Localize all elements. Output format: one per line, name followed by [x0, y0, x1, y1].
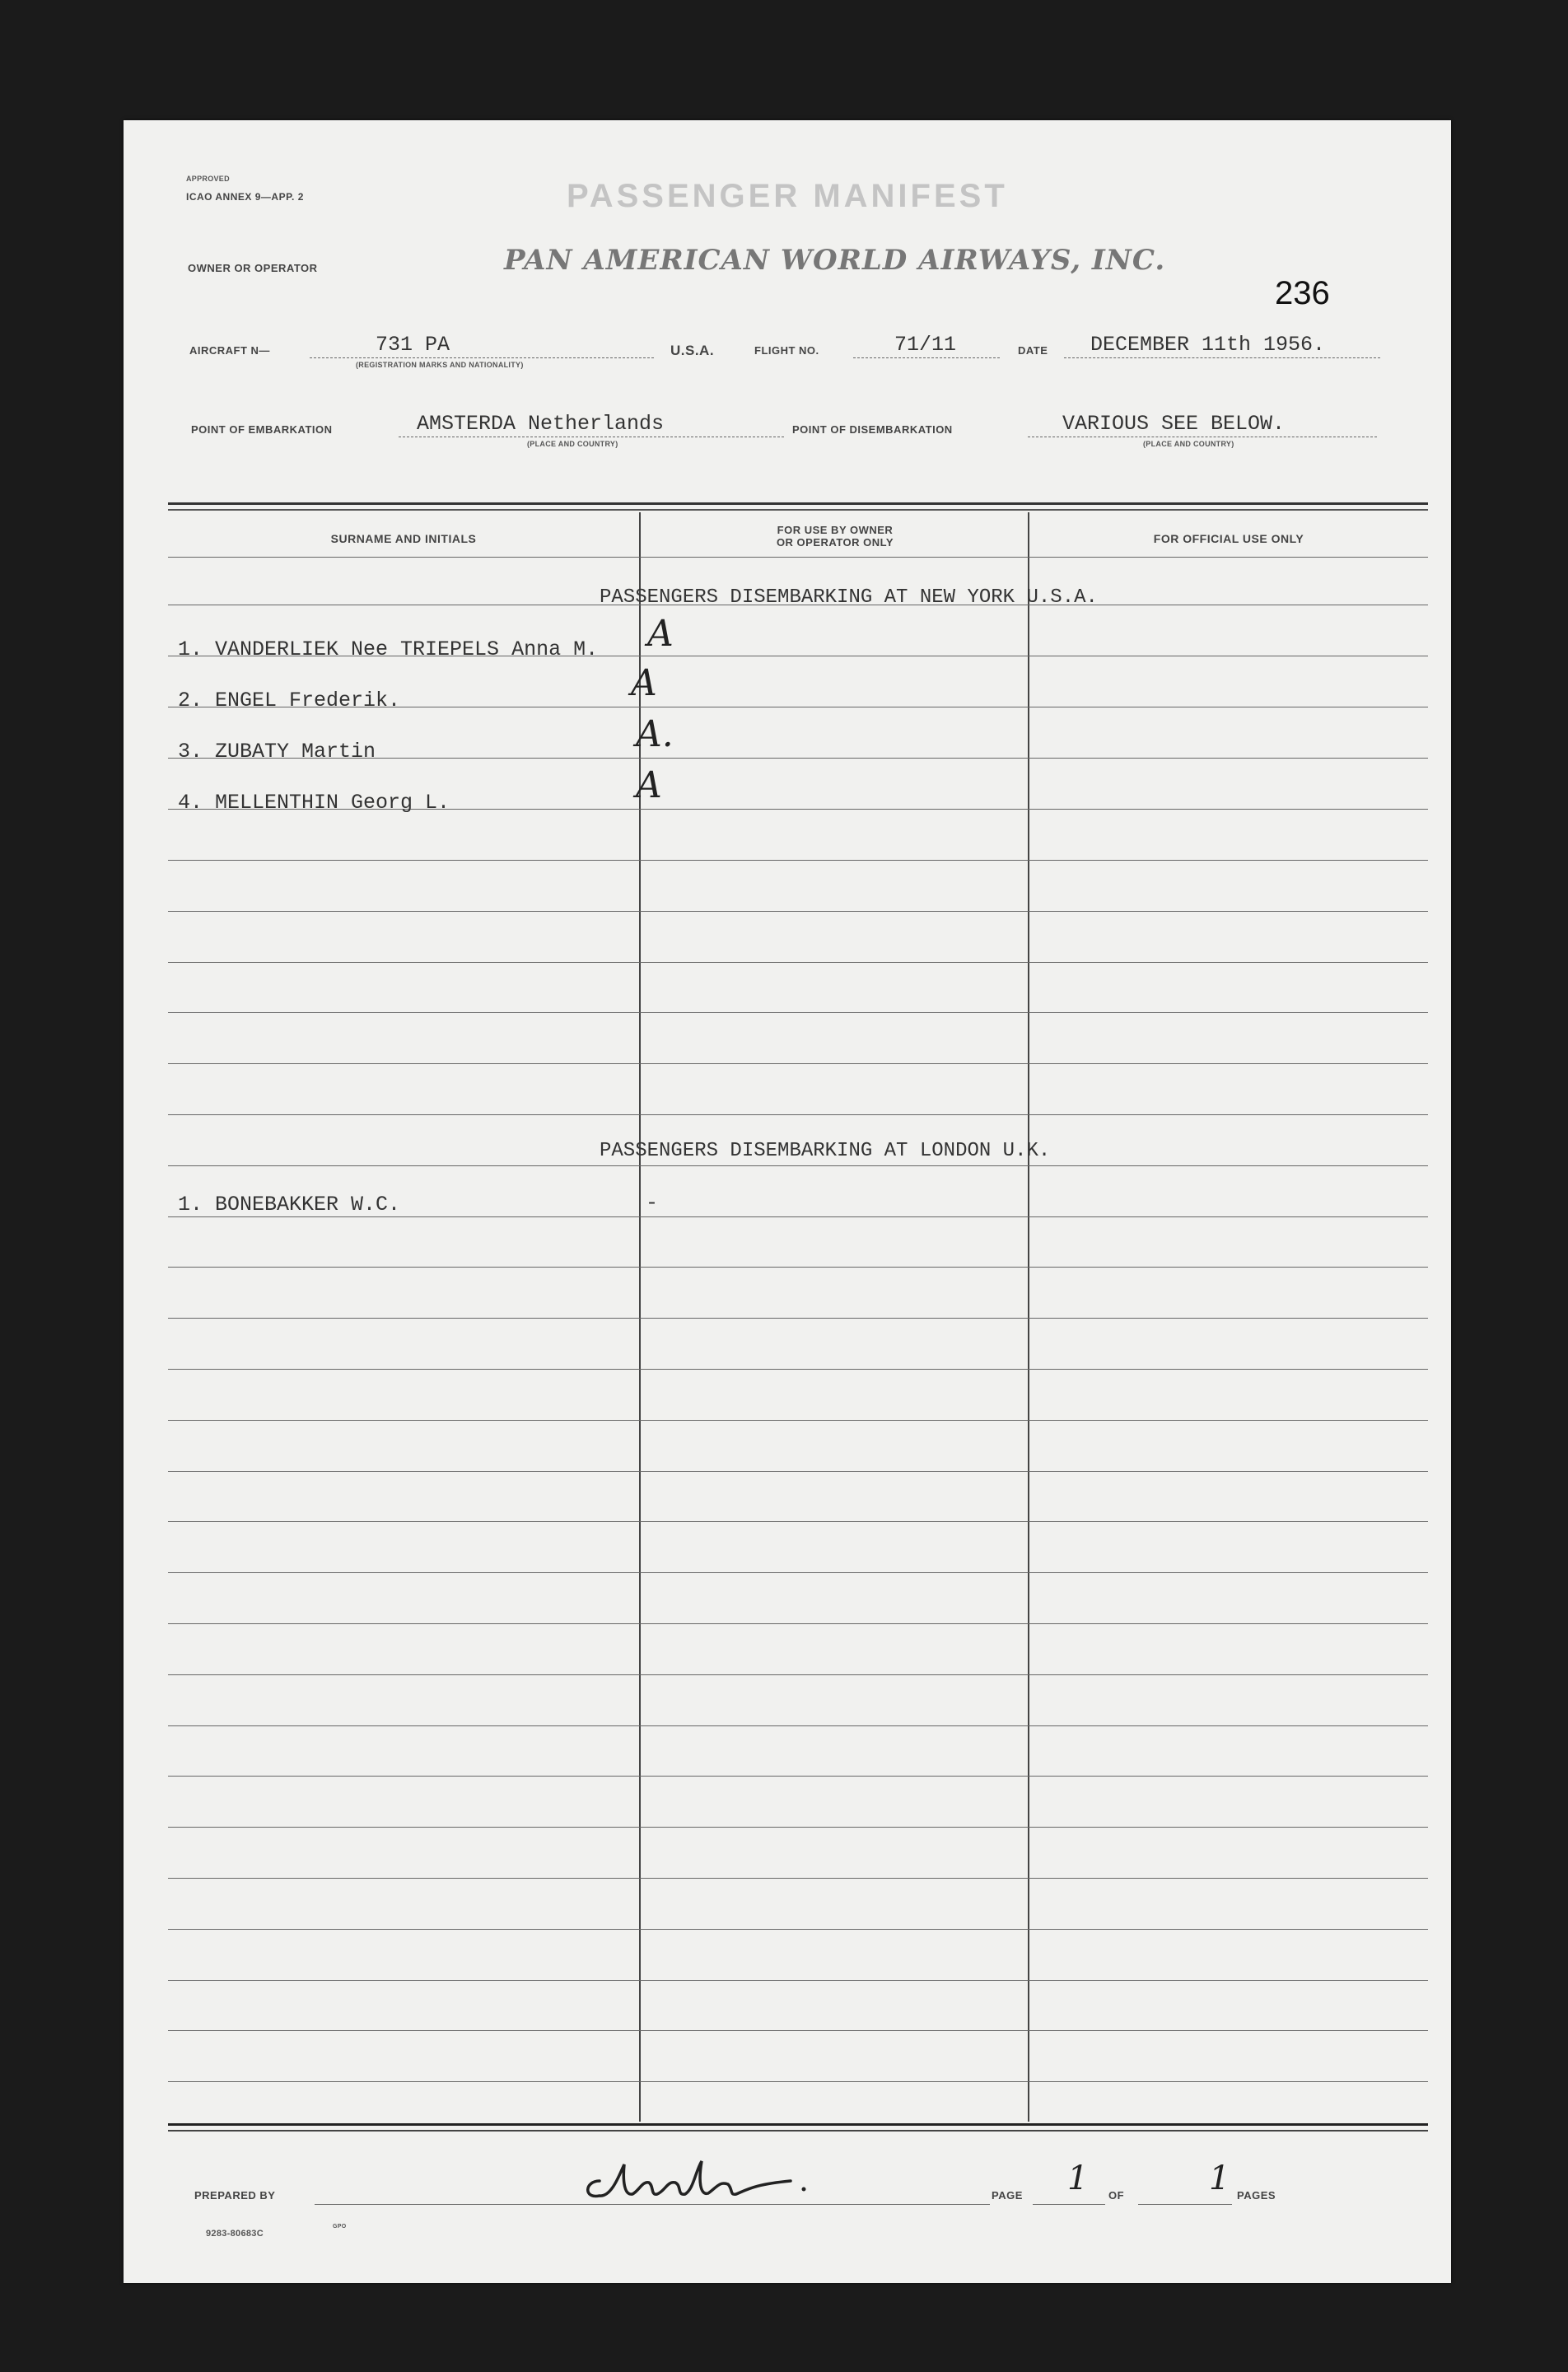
handwritten-signature [575, 2148, 822, 2214]
handwritten-mark: A. [636, 713, 674, 755]
form-code: 9283-80683C [206, 2229, 264, 2239]
date-value: DECEMBER 11th 1956. [1090, 333, 1326, 357]
owner-label: OWNER OR OPERATOR [188, 262, 318, 274]
ruled-line [168, 1572, 1428, 1573]
owner-use-mark: - [646, 1191, 659, 1215]
ruled-line [168, 1929, 1428, 1930]
approval-stamp-line1: APPROVED [186, 175, 230, 183]
ruled-line [168, 1165, 1428, 1166]
ruled-line [168, 1623, 1428, 1624]
aircraft-value: 731 PA [376, 333, 450, 357]
ruled-line [168, 1369, 1428, 1370]
aircraft-label: AIRCRAFT N— [189, 344, 270, 357]
ruled-line [168, 1878, 1428, 1879]
column-header-owner-use [641, 524, 1029, 549]
disembarkation-label: POINT OF DISEMBARKATION [792, 423, 953, 436]
handwritten-mark: A [636, 764, 662, 806]
of-value: 1 [1209, 2160, 1230, 2197]
passenger-row: 4. MELLENTHIN Georg L. [178, 791, 450, 815]
owner-use-line1: FOR USE BY OWNER [777, 524, 894, 536]
ruled-line [168, 1827, 1428, 1828]
passenger-row: 2. ENGEL Frederik. [178, 689, 401, 712]
handwritten-mark: A [647, 613, 674, 655]
column-header-official-use: FOR OFFICIAL USE ONLY [1153, 532, 1304, 545]
passenger-row: 1. BONEBAKKER W.C. [178, 1193, 401, 1216]
usa-label: U.S.A. [670, 343, 715, 358]
ruled-line [168, 1725, 1428, 1726]
handwritten-mark: A [631, 662, 657, 704]
disembarkation-value: VARIOUS SEE BELOW. [1062, 412, 1286, 436]
union-label-mark: GPO [333, 2224, 347, 2230]
prepared-by-label: PREPARED BY [194, 2189, 276, 2202]
of-label: OF [1108, 2189, 1125, 2202]
ruled-line [168, 962, 1428, 963]
registration-caption: (REGISTRATION MARKS AND NATIONALITY) [356, 361, 524, 369]
ruled-line [168, 1318, 1428, 1319]
ruled-line [168, 2030, 1428, 2031]
stamped-page-number: 236 [1275, 275, 1330, 311]
ruled-line [168, 2081, 1428, 2082]
passenger-row: 1. VANDERLIEK Nee TRIEPELS Anna M. [178, 637, 599, 661]
manifest-page [124, 120, 1451, 2283]
section-heading-new-york: PASSENGERS DISEMBARKING AT NEW YORK U.S.A. [600, 586, 1098, 609]
page-title: PASSENGER MANIFEST [567, 178, 1008, 214]
ruled-line [168, 1521, 1428, 1522]
embarkation-caption: (PLACE AND COUNTRY) [527, 440, 618, 448]
ruled-line [168, 557, 1428, 558]
flight-label: FLIGHT NO. [754, 344, 819, 357]
ruled-line [168, 860, 1428, 861]
ruled-line [168, 1776, 1428, 1777]
ruled-line [168, 1114, 1428, 1115]
pages-label: PAGES [1237, 2189, 1276, 2202]
disembarkation-caption: (PLACE AND COUNTRY) [1143, 440, 1234, 448]
ruled-line [168, 1216, 1428, 1217]
passenger-row: 3. ZUBATY Martin [178, 740, 376, 763]
section-heading-london: PASSENGERS DISEMBARKING AT LONDON U.K. [600, 1140, 1051, 1162]
owner-use-line2: OR OPERATOR ONLY [776, 536, 894, 549]
ruled-line [168, 911, 1428, 912]
ruled-line [168, 1012, 1428, 1013]
column-header-surname: SURNAME AND INITIALS [330, 532, 477, 545]
approval-stamp-line2: ICAO ANNEX 9—APP. 2 [186, 191, 304, 203]
date-label: DATE [1018, 344, 1048, 357]
ruled-line [168, 1063, 1428, 1064]
ruled-line [168, 1980, 1428, 1981]
embarkation-value: AMSTERDA Netherlands [417, 412, 665, 436]
embarkation-label: POINT OF EMBARKATION [191, 423, 333, 436]
ruled-line [168, 1471, 1428, 1472]
ruled-line [168, 1267, 1428, 1268]
flight-value: 71/11 [894, 333, 957, 357]
ruled-line [168, 1674, 1428, 1675]
operator-name: PAN AMERICAN WORLD AIRWAYS, INC. [504, 244, 1166, 277]
ruled-line [168, 1420, 1428, 1421]
page-label: PAGE [992, 2189, 1023, 2202]
page-value: 1 [1067, 2160, 1089, 2197]
